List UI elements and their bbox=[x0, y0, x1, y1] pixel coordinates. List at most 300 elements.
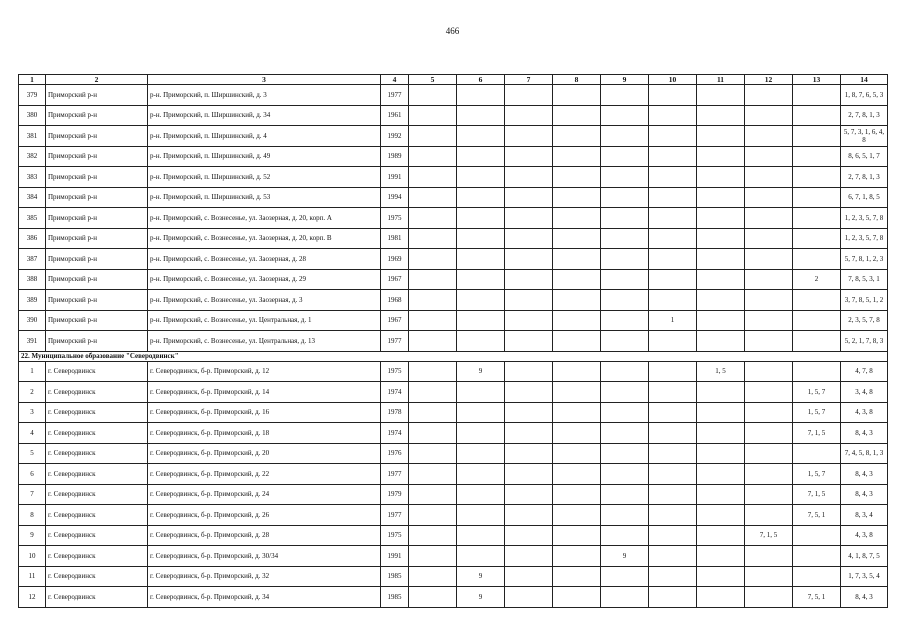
cell-col-13 bbox=[793, 443, 841, 464]
table-row bbox=[19, 290, 888, 311]
cell-col-5 bbox=[409, 105, 457, 126]
cell-col-10 bbox=[649, 187, 697, 208]
cell-col-8 bbox=[553, 167, 601, 188]
cell-col-1: 383 bbox=[19, 167, 46, 188]
cell-col-14: 2, 3, 5, 7, 8 bbox=[841, 310, 888, 331]
cell-col-4: 1974 bbox=[381, 382, 409, 403]
cell-col-10 bbox=[649, 443, 697, 464]
cell-col-10 bbox=[649, 126, 697, 147]
cell-col-4: 1967 bbox=[381, 310, 409, 331]
cell-col-5 bbox=[409, 208, 457, 229]
cell-col-9 bbox=[601, 361, 649, 382]
cell-col-10 bbox=[649, 331, 697, 352]
table-row bbox=[19, 269, 888, 290]
cell-col-12 bbox=[745, 331, 793, 352]
cell-col-9 bbox=[601, 228, 649, 249]
cell-col-8 bbox=[553, 269, 601, 290]
cell-col-10 bbox=[649, 361, 697, 382]
cell-col-3: г. Северодвинск, б-р. Приморский, д. 18 bbox=[148, 423, 381, 444]
table-row bbox=[19, 361, 888, 382]
cell-col-3: г. Северодвинск, б-р. Приморский, д. 22 bbox=[148, 464, 381, 485]
cell-col-3: р-н. Приморский, с. Вознесенье, ул. Заозерная, д. 29 bbox=[148, 269, 381, 290]
cell-col-7 bbox=[505, 167, 553, 188]
cell-col-6 bbox=[457, 484, 505, 505]
cell-col-1: 390 bbox=[19, 310, 46, 331]
cell-col-6 bbox=[457, 269, 505, 290]
table-row bbox=[19, 484, 888, 505]
cell-col-2: г. Северодвинск bbox=[46, 464, 148, 485]
cell-col-4: 1977 bbox=[381, 464, 409, 485]
cell-col-11 bbox=[697, 269, 745, 290]
cell-col-8 bbox=[553, 402, 601, 423]
cell-col-9 bbox=[601, 484, 649, 505]
cell-col-8 bbox=[553, 290, 601, 311]
cell-col-1: 5 bbox=[19, 443, 46, 464]
cell-col-11: 1, 5 bbox=[697, 361, 745, 382]
cell-col-5 bbox=[409, 249, 457, 270]
cell-col-11 bbox=[697, 290, 745, 311]
cell-col-1: 384 bbox=[19, 187, 46, 208]
cell-col-13 bbox=[793, 208, 841, 229]
column-header-4: 4 bbox=[381, 75, 409, 85]
cell-col-13: 1, 5, 7 bbox=[793, 464, 841, 485]
table-row bbox=[19, 587, 888, 608]
column-header-10: 10 bbox=[649, 75, 697, 85]
cell-col-2: г. Северодвинск bbox=[46, 382, 148, 403]
cell-col-4: 1978 bbox=[381, 402, 409, 423]
cell-col-9 bbox=[601, 290, 649, 311]
cell-col-14: 8, 4, 3 bbox=[841, 484, 888, 505]
cell-col-7 bbox=[505, 208, 553, 229]
cell-col-6: 9 bbox=[457, 566, 505, 587]
cell-col-4: 1975 bbox=[381, 361, 409, 382]
cell-col-1: 389 bbox=[19, 290, 46, 311]
cell-col-1: 385 bbox=[19, 208, 46, 229]
table-row bbox=[19, 382, 888, 403]
cell-col-10 bbox=[649, 587, 697, 608]
cell-col-2: Приморский р-н bbox=[46, 310, 148, 331]
column-header-5: 5 bbox=[409, 75, 457, 85]
cell-col-14: 7, 8, 5, 3, 1 bbox=[841, 269, 888, 290]
cell-col-4: 1969 bbox=[381, 249, 409, 270]
cell-col-7 bbox=[505, 126, 553, 147]
cell-col-12 bbox=[745, 423, 793, 444]
cell-col-7 bbox=[505, 402, 553, 423]
cell-col-11 bbox=[697, 105, 745, 126]
cell-col-8 bbox=[553, 331, 601, 352]
cell-col-7 bbox=[505, 587, 553, 608]
column-header-6: 6 bbox=[457, 75, 505, 85]
cell-col-11 bbox=[697, 146, 745, 167]
cell-col-1: 2 bbox=[19, 382, 46, 403]
cell-col-13 bbox=[793, 525, 841, 546]
cell-col-11 bbox=[697, 187, 745, 208]
cell-col-14: 8, 4, 3 bbox=[841, 464, 888, 485]
cell-col-4: 1977 bbox=[381, 331, 409, 352]
column-header-14: 14 bbox=[841, 75, 888, 85]
cell-col-2: Приморский р-н bbox=[46, 208, 148, 229]
cell-col-14: 1, 2, 3, 5, 7, 8 bbox=[841, 228, 888, 249]
cell-col-3: р-н. Приморский, с. Вознесенье, ул. Заозерная, д. 3 bbox=[148, 290, 381, 311]
cell-col-2: г. Северодвинск bbox=[46, 525, 148, 546]
cell-col-7 bbox=[505, 310, 553, 331]
cell-col-2: Приморский р-н bbox=[46, 146, 148, 167]
cell-col-10 bbox=[649, 546, 697, 567]
cell-col-5 bbox=[409, 269, 457, 290]
cell-col-4: 1991 bbox=[381, 546, 409, 567]
cell-col-13: 1, 5, 7 bbox=[793, 402, 841, 423]
cell-col-6 bbox=[457, 310, 505, 331]
cell-col-1: 11 bbox=[19, 566, 46, 587]
cell-col-3: р-н. Приморский, с. Вознесенье, ул. Заозерная, д. 28 bbox=[148, 249, 381, 270]
cell-col-13 bbox=[793, 290, 841, 311]
cell-col-5 bbox=[409, 187, 457, 208]
cell-col-8 bbox=[553, 423, 601, 444]
cell-col-7 bbox=[505, 146, 553, 167]
cell-col-8 bbox=[553, 310, 601, 331]
cell-col-11 bbox=[697, 423, 745, 444]
cell-col-1: 1 bbox=[19, 361, 46, 382]
cell-col-7 bbox=[505, 290, 553, 311]
cell-col-1: 7 bbox=[19, 484, 46, 505]
cell-col-14: 1, 2, 3, 5, 7, 8 bbox=[841, 208, 888, 229]
cell-col-6 bbox=[457, 249, 505, 270]
cell-col-10 bbox=[649, 423, 697, 444]
cell-col-11 bbox=[697, 587, 745, 608]
cell-col-9 bbox=[601, 505, 649, 526]
cell-col-10 bbox=[649, 249, 697, 270]
cell-col-14: 3, 4, 8 bbox=[841, 382, 888, 403]
cell-col-10 bbox=[649, 85, 697, 106]
cell-col-9 bbox=[601, 187, 649, 208]
cell-col-4: 1985 bbox=[381, 566, 409, 587]
cell-col-9 bbox=[601, 105, 649, 126]
cell-col-4: 1979 bbox=[381, 484, 409, 505]
cell-col-4: 1961 bbox=[381, 105, 409, 126]
cell-col-8 bbox=[553, 566, 601, 587]
cell-col-9 bbox=[601, 208, 649, 229]
register-table bbox=[18, 74, 888, 608]
table-row bbox=[19, 423, 888, 444]
cell-col-10 bbox=[649, 228, 697, 249]
cell-col-2: г. Северодвинск bbox=[46, 361, 148, 382]
cell-col-12 bbox=[745, 228, 793, 249]
cell-col-1: 8 bbox=[19, 505, 46, 526]
cell-col-14: 6, 7, 1, 8, 5 bbox=[841, 187, 888, 208]
cell-col-12 bbox=[745, 187, 793, 208]
cell-col-11 bbox=[697, 208, 745, 229]
cell-col-13 bbox=[793, 566, 841, 587]
cell-col-12 bbox=[745, 546, 793, 567]
cell-col-4: 1977 bbox=[381, 505, 409, 526]
table-row bbox=[19, 228, 888, 249]
cell-col-12 bbox=[745, 587, 793, 608]
cell-col-1: 4 bbox=[19, 423, 46, 444]
cell-col-14: 2, 7, 8, 1, 3 bbox=[841, 105, 888, 126]
cell-col-13: 7, 5, 1 bbox=[793, 587, 841, 608]
cell-col-1: 10 bbox=[19, 546, 46, 567]
cell-col-7 bbox=[505, 566, 553, 587]
cell-col-2: Приморский р-н bbox=[46, 290, 148, 311]
cell-col-9 bbox=[601, 587, 649, 608]
cell-col-14: 5, 7, 8, 1, 2, 3 bbox=[841, 249, 888, 270]
cell-col-9 bbox=[601, 402, 649, 423]
column-header-9: 9 bbox=[601, 75, 649, 85]
cell-col-6 bbox=[457, 505, 505, 526]
cell-col-13 bbox=[793, 546, 841, 567]
cell-col-9 bbox=[601, 464, 649, 485]
cell-col-5 bbox=[409, 290, 457, 311]
cell-col-10 bbox=[649, 382, 697, 403]
cell-col-14: 3, 7, 8, 5, 1, 2 bbox=[841, 290, 888, 311]
cell-col-13 bbox=[793, 249, 841, 270]
cell-col-1: 6 bbox=[19, 464, 46, 485]
cell-col-1: 9 bbox=[19, 525, 46, 546]
column-header-12: 12 bbox=[745, 75, 793, 85]
cell-col-6: 9 bbox=[457, 361, 505, 382]
cell-col-2: г. Северодвинск bbox=[46, 484, 148, 505]
cell-col-14: 4, 3, 8 bbox=[841, 402, 888, 423]
cell-col-6 bbox=[457, 402, 505, 423]
column-header-11: 11 bbox=[697, 75, 745, 85]
cell-col-5 bbox=[409, 464, 457, 485]
cell-col-2: г. Северодвинск bbox=[46, 423, 148, 444]
cell-col-9 bbox=[601, 331, 649, 352]
cell-col-10 bbox=[649, 505, 697, 526]
cell-col-7 bbox=[505, 443, 553, 464]
cell-col-8 bbox=[553, 187, 601, 208]
cell-col-5 bbox=[409, 566, 457, 587]
cell-col-12 bbox=[745, 249, 793, 270]
cell-col-10 bbox=[649, 402, 697, 423]
cell-col-5 bbox=[409, 228, 457, 249]
cell-col-12 bbox=[745, 443, 793, 464]
cell-col-5 bbox=[409, 402, 457, 423]
cell-col-3: г. Северодвинск, б-р. Приморский, д. 14 bbox=[148, 382, 381, 403]
cell-col-11 bbox=[697, 310, 745, 331]
cell-col-14: 4, 1, 8, 7, 5 bbox=[841, 546, 888, 567]
cell-col-5 bbox=[409, 505, 457, 526]
cell-col-6 bbox=[457, 146, 505, 167]
cell-col-9 bbox=[601, 167, 649, 188]
cell-col-7 bbox=[505, 187, 553, 208]
cell-col-11 bbox=[697, 126, 745, 147]
cell-col-14: 8, 3, 4 bbox=[841, 505, 888, 526]
cell-col-7 bbox=[505, 505, 553, 526]
cell-col-9 bbox=[601, 310, 649, 331]
cell-col-10 bbox=[649, 525, 697, 546]
cell-col-6 bbox=[457, 423, 505, 444]
cell-col-2: Приморский р-н bbox=[46, 167, 148, 188]
cell-col-13: 2 bbox=[793, 269, 841, 290]
page-number: 466 bbox=[445, 26, 460, 36]
cell-col-6 bbox=[457, 228, 505, 249]
cell-col-13 bbox=[793, 105, 841, 126]
cell-col-3: г. Северодвинск, б-р. Приморский, д. 12 bbox=[148, 361, 381, 382]
cell-col-9: 9 bbox=[601, 546, 649, 567]
cell-col-3: р-н. Приморский, п. Ширшинский, д. 49 bbox=[148, 146, 381, 167]
cell-col-6 bbox=[457, 105, 505, 126]
cell-col-8 bbox=[553, 126, 601, 147]
cell-col-4: 1991 bbox=[381, 167, 409, 188]
cell-col-13 bbox=[793, 146, 841, 167]
cell-col-14: 5, 2, 1, 7, 8, 3 bbox=[841, 331, 888, 352]
section-row bbox=[19, 351, 888, 361]
cell-col-5 bbox=[409, 85, 457, 106]
cell-col-12 bbox=[745, 146, 793, 167]
cell-col-3: р-н. Приморский, с. Вознесенье, ул. Центральная, д. 1 bbox=[148, 310, 381, 331]
column-header-1: 1 bbox=[19, 75, 46, 85]
cell-col-1: 386 bbox=[19, 228, 46, 249]
cell-col-1: 387 bbox=[19, 249, 46, 270]
cell-col-3: г. Северодвинск, б-р. Приморский, д. 32 bbox=[148, 566, 381, 587]
cell-col-2: г. Северодвинск bbox=[46, 505, 148, 526]
cell-col-6: 9 bbox=[457, 587, 505, 608]
cell-col-11 bbox=[697, 484, 745, 505]
cell-col-1: 391 bbox=[19, 331, 46, 352]
table-row bbox=[19, 525, 888, 546]
cell-col-1: 380 bbox=[19, 105, 46, 126]
cell-col-5 bbox=[409, 361, 457, 382]
cell-col-8 bbox=[553, 85, 601, 106]
table-row bbox=[19, 566, 888, 587]
cell-col-11 bbox=[697, 249, 745, 270]
cell-col-8 bbox=[553, 382, 601, 403]
cell-col-3: р-н. Приморский, с. Вознесенье, ул. Заозерная, д. 20, корп. В bbox=[148, 228, 381, 249]
cell-col-14: 4, 7, 8 bbox=[841, 361, 888, 382]
cell-col-4: 1975 bbox=[381, 208, 409, 229]
table-row bbox=[19, 402, 888, 423]
cell-col-13 bbox=[793, 310, 841, 331]
cell-col-4: 1985 bbox=[381, 587, 409, 608]
cell-col-9 bbox=[601, 85, 649, 106]
cell-col-3: р-н. Приморский, п. Ширшинский, д. 3 bbox=[148, 85, 381, 106]
cell-col-2: Приморский р-н bbox=[46, 228, 148, 249]
cell-col-14: 7, 4, 5, 8, 1, 3 bbox=[841, 443, 888, 464]
cell-col-5 bbox=[409, 587, 457, 608]
cell-col-2: г. Северодвинск bbox=[46, 402, 148, 423]
cell-col-13: 7, 5, 1 bbox=[793, 505, 841, 526]
cell-col-5 bbox=[409, 167, 457, 188]
cell-col-8 bbox=[553, 505, 601, 526]
cell-col-4: 1977 bbox=[381, 85, 409, 106]
cell-col-12: 7, 1, 5 bbox=[745, 525, 793, 546]
cell-col-10 bbox=[649, 484, 697, 505]
cell-col-14: 5, 7, 3, 1, 6, 4, 8 bbox=[841, 126, 888, 147]
cell-col-8 bbox=[553, 587, 601, 608]
cell-col-2: г. Северодвинск bbox=[46, 587, 148, 608]
cell-col-8 bbox=[553, 249, 601, 270]
cell-col-7 bbox=[505, 228, 553, 249]
cell-col-7 bbox=[505, 525, 553, 546]
cell-col-8 bbox=[553, 443, 601, 464]
cell-col-6 bbox=[457, 331, 505, 352]
cell-col-6 bbox=[457, 464, 505, 485]
table-row bbox=[19, 167, 888, 188]
cell-col-11 bbox=[697, 443, 745, 464]
cell-col-5 bbox=[409, 546, 457, 567]
table-row bbox=[19, 85, 888, 106]
cell-col-9 bbox=[601, 443, 649, 464]
cell-col-2: Приморский р-н bbox=[46, 249, 148, 270]
cell-col-13 bbox=[793, 167, 841, 188]
cell-col-2: г. Северодвинск bbox=[46, 546, 148, 567]
cell-col-13 bbox=[793, 187, 841, 208]
header-row bbox=[19, 75, 888, 85]
table-row bbox=[19, 146, 888, 167]
cell-col-7 bbox=[505, 361, 553, 382]
section-title: 22. Муниципальное образование "Северодвинск" bbox=[19, 351, 888, 361]
cell-col-10 bbox=[649, 269, 697, 290]
cell-col-12 bbox=[745, 382, 793, 403]
cell-col-2: г. Северодвинск bbox=[46, 443, 148, 464]
cell-col-9 bbox=[601, 382, 649, 403]
cell-col-12 bbox=[745, 310, 793, 331]
cell-col-12 bbox=[745, 566, 793, 587]
table-row bbox=[19, 105, 888, 126]
cell-col-12 bbox=[745, 484, 793, 505]
cell-col-12 bbox=[745, 85, 793, 106]
cell-col-7 bbox=[505, 85, 553, 106]
cell-col-12 bbox=[745, 402, 793, 423]
column-header-8: 8 bbox=[553, 75, 601, 85]
table-row bbox=[19, 208, 888, 229]
cell-col-2: Приморский р-н bbox=[46, 331, 148, 352]
cell-col-11 bbox=[697, 525, 745, 546]
cell-col-6 bbox=[457, 525, 505, 546]
cell-col-4: 1976 bbox=[381, 443, 409, 464]
cell-col-9 bbox=[601, 146, 649, 167]
cell-col-11 bbox=[697, 566, 745, 587]
column-header-3: 3 bbox=[148, 75, 381, 85]
cell-col-3: г. Северодвинск, б-р. Приморский, д. 16 bbox=[148, 402, 381, 423]
cell-col-6 bbox=[457, 85, 505, 106]
cell-col-7 bbox=[505, 464, 553, 485]
cell-col-12 bbox=[745, 464, 793, 485]
cell-col-10 bbox=[649, 167, 697, 188]
cell-col-5 bbox=[409, 382, 457, 403]
cell-col-6 bbox=[457, 126, 505, 147]
cell-col-6 bbox=[457, 546, 505, 567]
cell-col-4: 1975 bbox=[381, 525, 409, 546]
cell-col-2: Приморский р-н bbox=[46, 85, 148, 106]
cell-col-11 bbox=[697, 167, 745, 188]
cell-col-10 bbox=[649, 566, 697, 587]
table-row bbox=[19, 310, 888, 331]
cell-col-10 bbox=[649, 146, 697, 167]
cell-col-12 bbox=[745, 269, 793, 290]
cell-col-4: 1981 bbox=[381, 228, 409, 249]
cell-col-5 bbox=[409, 443, 457, 464]
cell-col-5 bbox=[409, 126, 457, 147]
cell-col-2: Приморский р-н bbox=[46, 269, 148, 290]
cell-col-12 bbox=[745, 105, 793, 126]
cell-col-10: 1 bbox=[649, 310, 697, 331]
cell-col-4: 1974 bbox=[381, 423, 409, 444]
cell-col-7 bbox=[505, 269, 553, 290]
cell-col-14: 8, 4, 3 bbox=[841, 587, 888, 608]
cell-col-13 bbox=[793, 85, 841, 106]
cell-col-5 bbox=[409, 423, 457, 444]
cell-col-9 bbox=[601, 423, 649, 444]
cell-col-6 bbox=[457, 187, 505, 208]
cell-col-11 bbox=[697, 331, 745, 352]
cell-col-2: Приморский р-н bbox=[46, 187, 148, 208]
cell-col-12 bbox=[745, 208, 793, 229]
cell-col-13: 1, 5, 7 bbox=[793, 382, 841, 403]
cell-col-14: 1, 7, 3, 5, 4 bbox=[841, 566, 888, 587]
cell-col-11 bbox=[697, 228, 745, 249]
